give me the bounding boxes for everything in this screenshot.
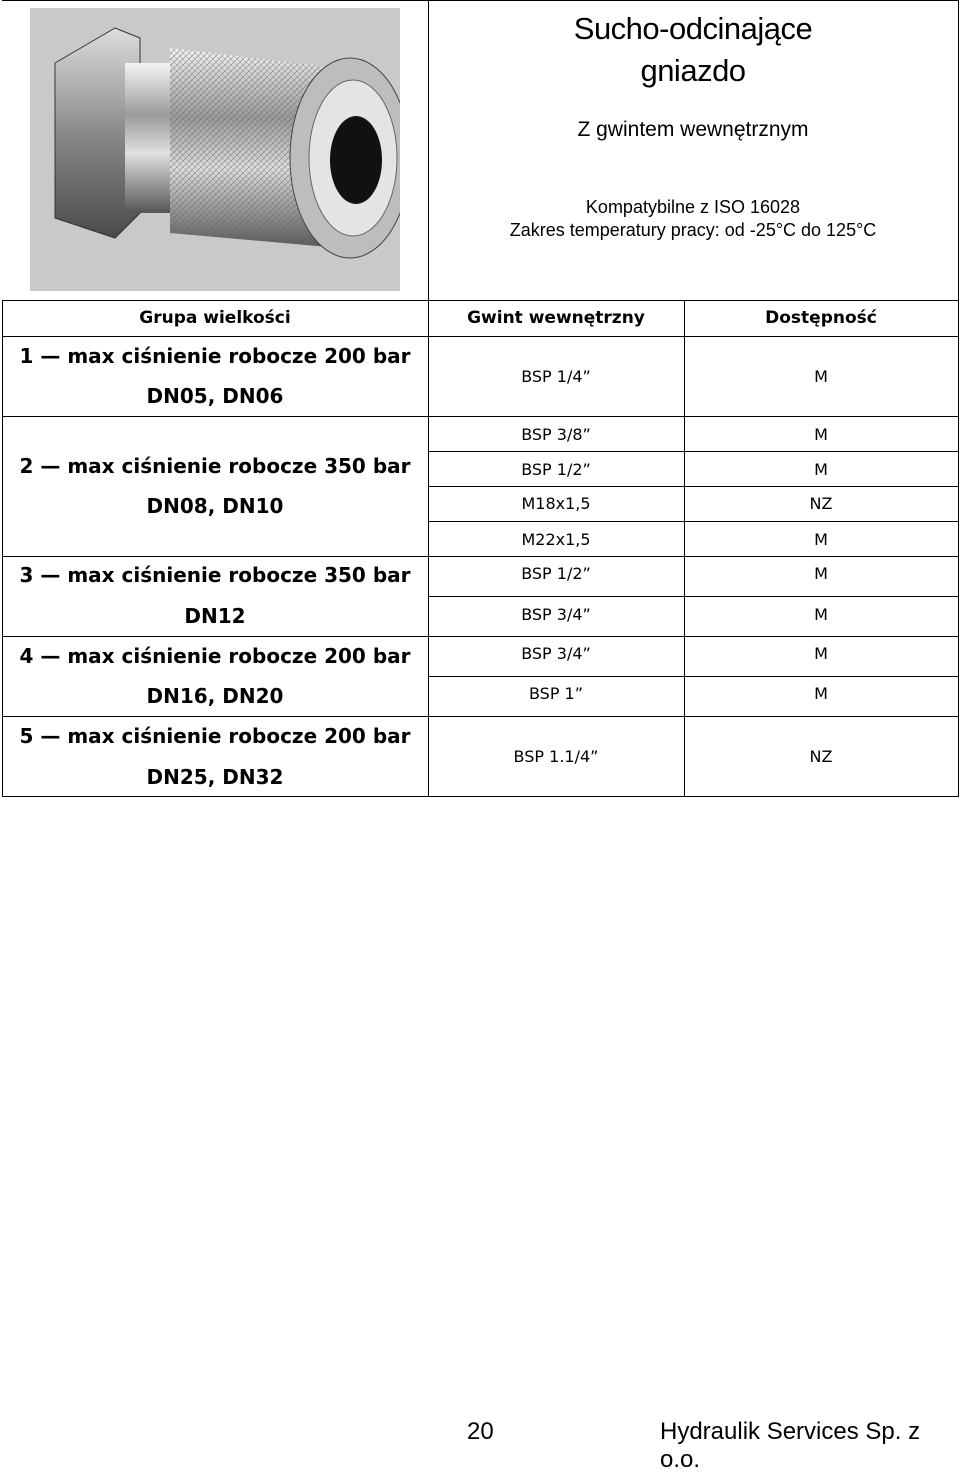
availability-cell: NZ (809, 747, 833, 766)
thread-cell: BSP 3/8” (521, 425, 591, 444)
page-number: 20 (467, 1418, 494, 1445)
group-divider (2, 636, 958, 637)
group-divider (2, 416, 958, 417)
group-1-pressure: 1 — max ciśnienie robocze 200 bar (19, 344, 411, 368)
coupling-image (30, 8, 400, 291)
title-line-1: Sucho-odcinające (573, 11, 813, 46)
row-divider (428, 596, 958, 597)
thread-cell: BSP 1/2” (521, 564, 591, 583)
group-2-sizes: DN08, DN10 (146, 494, 284, 518)
group-2-pressure: 2 — max ciśnienie robocze 350 bar (19, 454, 411, 478)
frame-bottom (2, 796, 958, 797)
group-5-sizes: DN25, DN32 (146, 765, 284, 789)
header-availability: Dostępność (765, 308, 877, 328)
frame-header-bottom (2, 336, 958, 337)
product-subtitle: Z gwintem wewnętrznym (577, 118, 809, 141)
group-5-pressure: 5 — max ciśnienie robocze 200 bar (19, 724, 411, 748)
group-divider (2, 716, 958, 717)
availability-cell: NZ (809, 494, 833, 513)
availability-cell: M (814, 530, 828, 549)
group-3-sizes: DN12 (184, 604, 246, 628)
product-photo (30, 8, 400, 291)
product-specs (430, 196, 956, 242)
group-4-sizes: DN16, DN20 (146, 684, 284, 708)
availability-cell: M (814, 460, 828, 479)
product-title (430, 8, 956, 92)
thread-cell: BSP 1” (528, 684, 584, 703)
thread-cell: BSP 3/4” (521, 605, 591, 624)
frame-header-top (2, 300, 958, 301)
thread-cell: BSP 3/4” (521, 644, 591, 663)
row-divider (428, 451, 958, 452)
spec-temperature: Zakres temperatury pracy: od -25°C do 125°C (509, 220, 877, 240)
group-1-sizes: DN05, DN06 (146, 384, 284, 408)
group-divider (2, 556, 958, 557)
title-line-2: gniazdo (640, 53, 746, 88)
group-4-pressure: 4 — max ciśnienie robocze 200 bar (19, 644, 411, 668)
frame-photo-divider (428, 0, 429, 797)
header-thread: Gwint wewnętrzny (467, 308, 645, 328)
row-divider (428, 521, 958, 522)
thread-cell: BSP 1.1/4” (513, 747, 599, 766)
group-3-pressure: 3 — max ciśnienie robocze 350 bar (19, 563, 411, 587)
header-size-group: Grupa wielkości (139, 308, 291, 328)
availability-cell: M (814, 644, 828, 663)
availability-cell: M (814, 605, 828, 624)
frame-right (958, 0, 959, 797)
availability-cell: M (814, 367, 828, 386)
row-divider (428, 486, 958, 487)
row-divider (428, 676, 958, 677)
thread-cell: BSP 1/4” (521, 367, 591, 386)
thread-cell: M18x1,5 (521, 494, 591, 513)
spec-iso: Kompatybilne z ISO 16028 (585, 197, 801, 217)
frame-left (2, 300, 3, 797)
thread-cell: BSP 1/2” (521, 460, 591, 479)
company-name: Hydraulik Services Sp. z o.o. (660, 1418, 921, 1473)
frame-top (2, 0, 958, 1)
availability-cell: M (814, 425, 828, 444)
availability-cell: M (814, 684, 828, 703)
availability-cell: M (814, 564, 828, 583)
thread-cell: M22x1,5 (521, 530, 591, 549)
